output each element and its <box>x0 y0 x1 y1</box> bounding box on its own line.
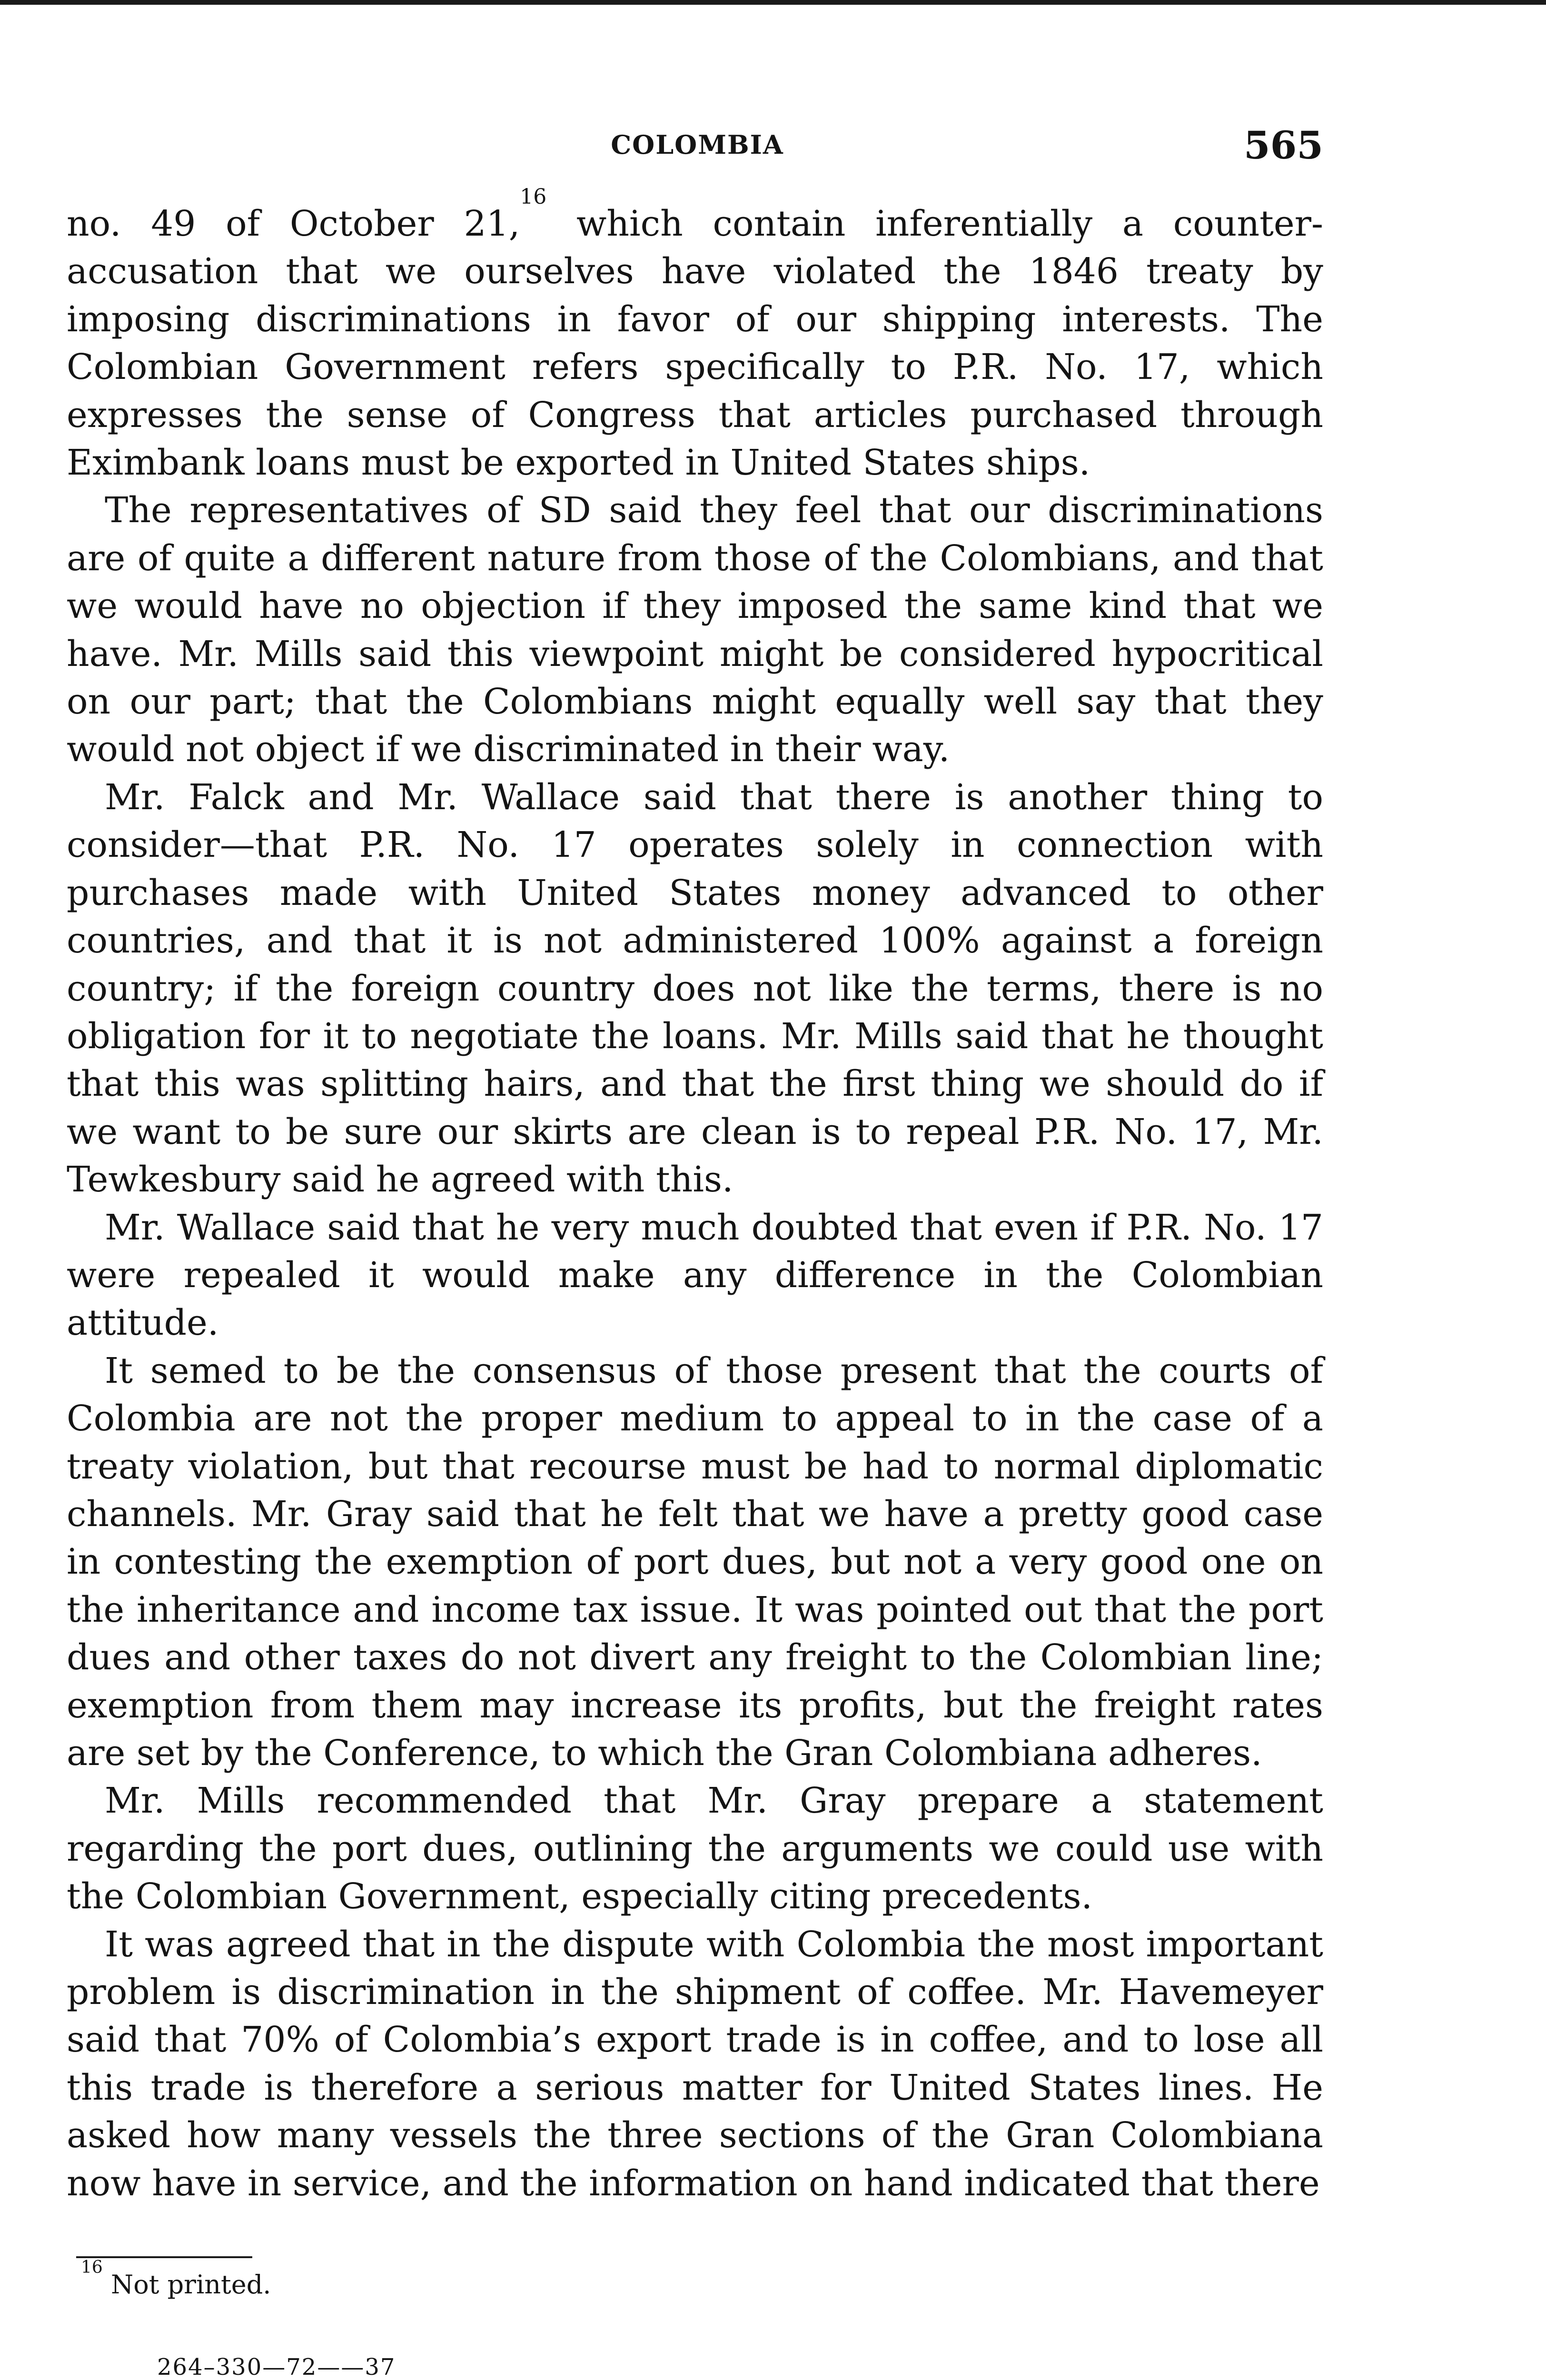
footnote <box>81 2258 271 2300</box>
paragraph-1-start: no. 49 of October 21, <box>67 203 520 244</box>
footnote-text: Not printed. <box>110 2270 271 2300</box>
running-title: COLOMBIA <box>611 129 784 160</box>
paragraph-5: It semed to be the consensus of those present that the courts of Colombia are not the proper medium to appeal to in the case of a treaty violation, but that recourse must be had to normal diplomatic channels. Mr. Gray said that he felt that we have a pretty good case in contesting the exemption of port dues, but not a very good one on the inheritance and income tax issue. It was pointed out that the port dues and other taxes do not divert any freight to the Colombian line; exemption from them may increase its profits, but the freight rates are set by the Conference, to which the Gran Colombiana adheres. <box>67 1350 1323 1774</box>
paragraph-7: It was agreed that in the dispute with Colombia the most important problem is discrimination in the shipment of coffee. Mr. Havemeyer said that 70% of Colombia’s export trade is in coffee, and to lose all this trade is therefore a serious matter for United States lines. He asked how many vessels the three sections of the Gran Colombiana now have in service, and the information on hand indicated that there <box>67 1924 1323 2204</box>
footnote-number: 16 <box>81 2258 103 2277</box>
paragraph-1-rest: which contain inferentially a counter-accusation that we ourselves have violated the 1846 treaty by imposing discriminations in favor of our shipping interests. The Colombian Government refers specifically to P.R. No. 17, which expresses the sense of Congress that articles purchased through Eximbank loans must be exported in United States ships. <box>67 203 1324 484</box>
print-job-code: 264–330—72——37 <box>157 2354 396 2380</box>
paragraph-1 <box>67 185 1324 486</box>
paragraph-3: Mr. Falck and Mr. Wallace said that there is another thing to consider—that P.R. No. 17 operates solely in connection with purchases made with United States money advanced to other countries, and that it is not administered 100% against a foreign country; if the foreign country does not like the terms, there is no obligation for it to negotiate the loans. Mr. Mills said that he thought that this was splitting hairs, and that the first thing we should do if we want to be sure our skirts are clean is to repeal P.R. No. 17, Mr. Tewkesbury said he agreed with this. <box>67 776 1323 1200</box>
top-border-rule <box>0 0 1546 5</box>
body-text <box>67 185 1324 2207</box>
running-head <box>71 123 1323 168</box>
footnote-reference: 16 <box>520 185 547 209</box>
paragraph-6: Mr. Mills recommended that Mr. Gray prepare a statement regarding the port dues, outlining the arguments we could use with the Colombian Government, especially citing precedents. <box>67 1780 1323 1917</box>
page-number: 565 <box>1244 123 1323 168</box>
paragraph-4: Mr. Wallace said that he very much doubted that even if P.R. No. 17 were repealed it would make any difference in the Colombian attitude. <box>67 1207 1323 1344</box>
paragraph-2: The representatives of SD said they feel that our discriminations are of quite a different nature from those of the Colombians, and that we would have no objection if they imposed the same kind that we have. Mr. Mills said this viewpoint might be considered hypocritical on our part; that the Colombians might equally well say that they would not object if we discriminated in their way. <box>67 490 1323 770</box>
